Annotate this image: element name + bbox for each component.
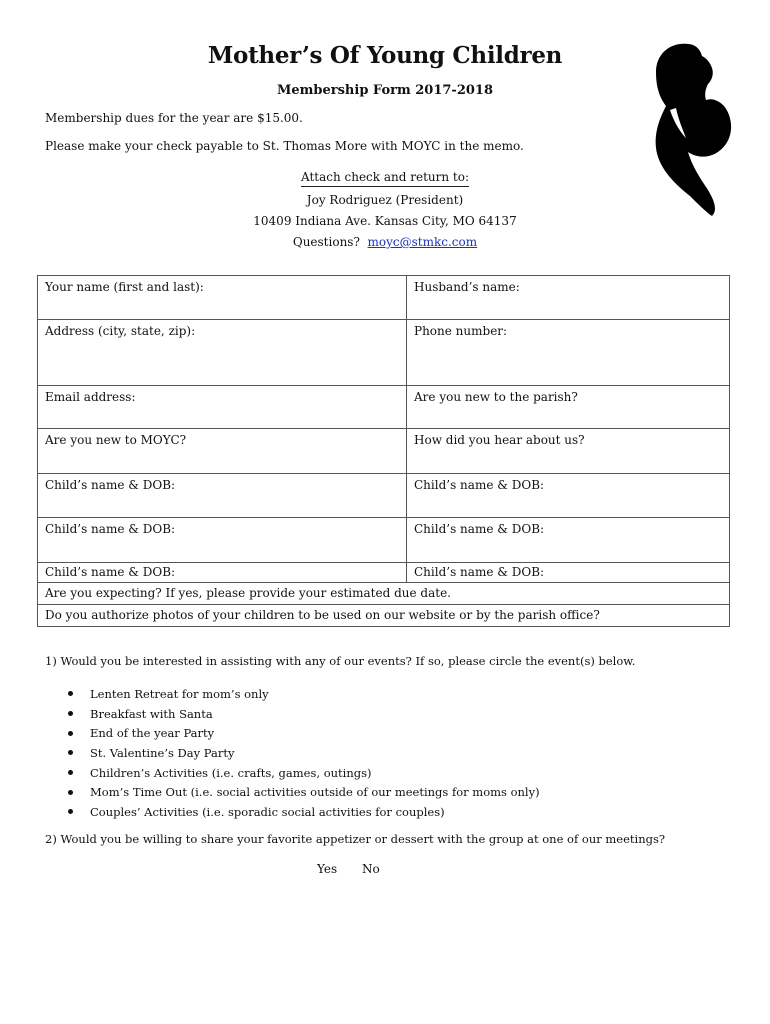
- president-name: Joy Rodriguez (President): [306, 193, 464, 207]
- events-list: [50, 684, 540, 822]
- attach-heading: Attach check and return to:: [0, 170, 770, 184]
- your-name-field[interactable]: Your name (first and last):: [38, 276, 407, 320]
- form-title: Mother’s Of Young Children: [207, 42, 563, 69]
- bullet-icon: [68, 731, 73, 736]
- email-field[interactable]: Email address:: [38, 386, 407, 429]
- list-item[interactable]: Couples’ Activities (i.e. sporadic social activities for couples): [50, 802, 540, 822]
- new-parish-field[interactable]: Are you new to the parish?: [407, 386, 730, 429]
- list-item[interactable]: Breakfast with Santa: [50, 704, 540, 724]
- email-link[interactable]: moyc@stmkc.com: [367, 235, 478, 249]
- photos-authorization-field[interactable]: Do you authorize photos of your children to be used on our website or by the parish office?: [38, 605, 730, 627]
- list-item[interactable]: St. Valentine’s Day Party: [50, 743, 540, 763]
- child-field-6[interactable]: Child’s name & DOB:: [407, 563, 730, 583]
- child-field-5[interactable]: Child’s name & DOB:: [38, 563, 407, 583]
- bullet-icon: [68, 790, 73, 795]
- list-item[interactable]: Children’s Activities (i.e. crafts, games, outings): [50, 763, 540, 783]
- bullet-icon: [68, 770, 73, 775]
- question-2: 2) Would you be willing to share your favorite appetizer or dessert with the group at one of our meetings?: [45, 832, 666, 846]
- mailing-address: 10409 Indiana Ave. Kansas City, MO 64137: [253, 214, 517, 228]
- list-item[interactable]: Mom’s Time Out (i.e. social activities outside of our meetings for moms only): [50, 782, 540, 802]
- list-item[interactable]: Lenten Retreat for mom’s only: [50, 684, 540, 704]
- bullet-icon: [68, 691, 73, 696]
- child-field-1[interactable]: Child’s name & DOB:: [38, 474, 407, 518]
- form-subtitle: Membership Form 2017-2018: [276, 83, 494, 98]
- questions-line: Questions? moyc@stmkc.com: [292, 235, 478, 249]
- husband-name-field[interactable]: Husband’s name:: [407, 276, 730, 320]
- bullet-icon: [68, 809, 73, 814]
- bullet-icon: [68, 711, 73, 716]
- child-field-4[interactable]: Child’s name & DOB:: [407, 518, 730, 563]
- dues-text: Membership dues for the year are $15.00.: [45, 111, 303, 125]
- bullet-icon: [68, 750, 73, 755]
- question-1: 1) Would you be interested in assisting with any of our events? If so, please circle the event(s) below.: [45, 654, 636, 668]
- no-option[interactable]: No: [362, 862, 380, 876]
- check-text: Please make your check payable to St. Thomas More with MOYC in the memo.: [45, 139, 524, 153]
- new-moyc-field[interactable]: Are you new to MOYC?: [38, 429, 407, 474]
- address-field[interactable]: Address (city, state, zip):: [38, 320, 407, 386]
- expecting-field[interactable]: Are you expecting? If yes, please provide your estimated due date.: [38, 583, 730, 605]
- phone-field[interactable]: Phone number:: [407, 320, 730, 386]
- child-field-3[interactable]: Child’s name & DOB:: [38, 518, 407, 563]
- membership-form-table: [37, 275, 730, 627]
- list-item[interactable]: End of the year Party: [50, 723, 540, 743]
- hear-about-field[interactable]: How did you hear about us?: [407, 429, 730, 474]
- child-field-2[interactable]: Child’s name & DOB:: [407, 474, 730, 518]
- yes-option[interactable]: Yes: [317, 862, 338, 876]
